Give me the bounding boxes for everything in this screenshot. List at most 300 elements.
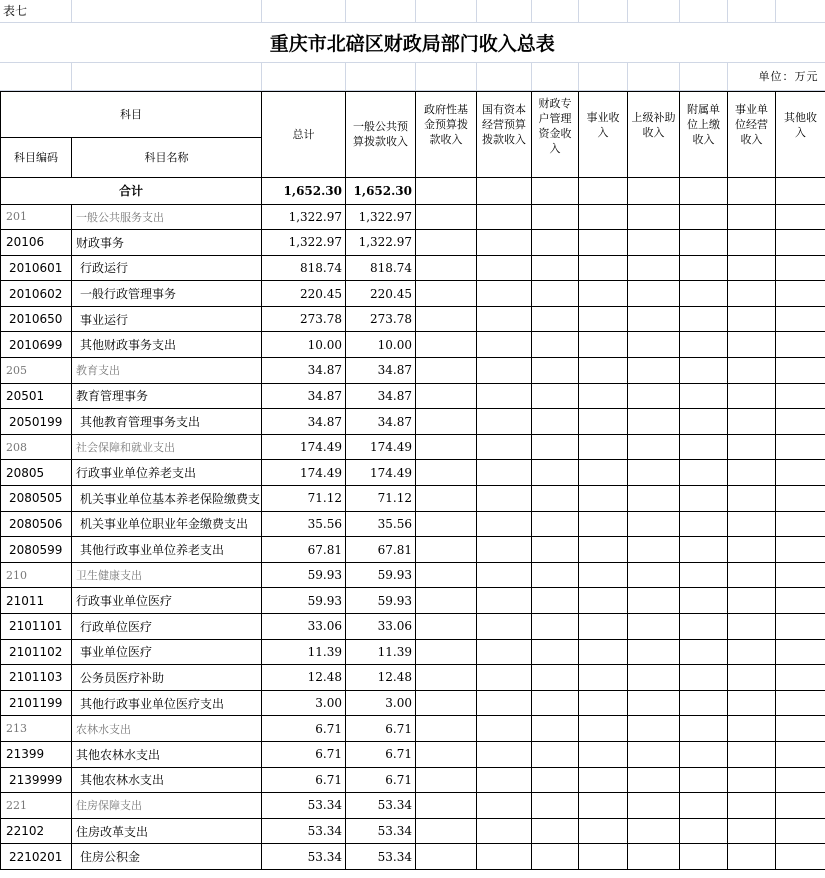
table-row: [1, 460, 825, 486]
empty-cell: [728, 537, 776, 563]
table-row: [1, 614, 825, 640]
subject-code-cell: 2010601: [1, 255, 72, 281]
total-cell: 59.93: [262, 562, 346, 588]
empty-cell: [680, 332, 728, 358]
total-cell: 34.87: [262, 409, 346, 435]
subject-code-cell: 2101103: [1, 665, 72, 691]
empty-cell: [680, 204, 728, 230]
table-row: [1, 306, 825, 332]
general-budget-cell: 273.78: [346, 306, 416, 332]
header-general-budget: 一般公共预算拨款收入: [346, 91, 416, 177]
empty-cell: [680, 793, 728, 819]
empty-cell: [532, 793, 579, 819]
empty-cell: [416, 511, 477, 537]
total-cell: 6.71: [262, 767, 346, 793]
subject-name-cell: 事业单位医疗: [72, 639, 262, 665]
total-row: [1, 177, 825, 204]
table-row: [1, 588, 825, 614]
total-cell: 12.48: [262, 665, 346, 691]
general-budget-cell: 6.71: [346, 767, 416, 793]
sheet-label: 表七: [0, 0, 71, 22]
subject-code-cell: 2010699: [1, 332, 72, 358]
empty-cell: [776, 844, 825, 870]
total-cell: 1,322.97: [262, 204, 346, 230]
empty-cell: [416, 818, 477, 844]
table-row: [1, 434, 825, 460]
empty-cell: [579, 665, 628, 691]
subject-name-cell: 一般行政管理事务: [72, 281, 262, 307]
subject-name-cell: 住房公积金: [72, 844, 262, 870]
total-cell: 1,322.97: [262, 230, 346, 256]
total-cell: 220.45: [262, 281, 346, 307]
empty-cell: [628, 844, 680, 870]
empty-cell: [477, 844, 532, 870]
empty-cell: [776, 486, 825, 512]
empty-cell: [728, 690, 776, 716]
table-row: [1, 741, 825, 767]
empty-cell: [680, 588, 728, 614]
general-budget-cell: 67.81: [346, 537, 416, 563]
empty-cell: [416, 767, 477, 793]
empty-cell: [532, 204, 579, 230]
header-special-account: 财政专户管理资金收入: [532, 91, 579, 177]
empty-cell: [728, 562, 776, 588]
subject-code-cell: 20805: [1, 460, 72, 486]
empty-cell: [728, 383, 776, 409]
empty-cell: [532, 409, 579, 435]
empty-cell: [416, 716, 477, 742]
empty-cell: [532, 741, 579, 767]
subject-code-cell: 208: [1, 434, 72, 460]
general-budget-cell: 6.71: [346, 716, 416, 742]
subject-code-cell: 2101199: [1, 690, 72, 716]
general-budget-cell: 34.87: [346, 358, 416, 384]
subject-code-cell: 2101101: [1, 614, 72, 640]
empty-cell: [416, 383, 477, 409]
subject-name-cell: 行政事业单位养老支出: [72, 460, 262, 486]
empty-cell: [579, 537, 628, 563]
empty-cell: [579, 230, 628, 256]
empty-cell: [477, 741, 532, 767]
table-row: [1, 844, 825, 870]
empty-cell: [680, 716, 728, 742]
empty-cell: [416, 614, 477, 640]
empty-cell: [416, 332, 477, 358]
total-amount: 1,652.30: [262, 177, 346, 204]
empty-cell: [680, 511, 728, 537]
empty-cell: [477, 537, 532, 563]
empty-cell: [579, 614, 628, 640]
empty-cell: [416, 409, 477, 435]
total-cell: 10.00: [262, 332, 346, 358]
empty-cell: [728, 255, 776, 281]
empty-cell: [416, 486, 477, 512]
table-row: [1, 281, 825, 307]
empty-cell: [532, 562, 579, 588]
table-row: [1, 639, 825, 665]
empty-cell: [680, 255, 728, 281]
empty-cell: [728, 665, 776, 691]
empty-cell: [579, 255, 628, 281]
subject-code-cell: 205: [1, 358, 72, 384]
empty-cell: [728, 639, 776, 665]
subject-name-cell: 公务员医疗补助: [72, 665, 262, 691]
general-budget-cell: 220.45: [346, 281, 416, 307]
empty-cell: [680, 690, 728, 716]
empty-cell: [532, 281, 579, 307]
empty-cell: [776, 255, 825, 281]
empty-cell: [680, 434, 728, 460]
empty-cell: [416, 793, 477, 819]
empty-cell: [776, 818, 825, 844]
empty-cell: [477, 614, 532, 640]
empty-cell: [728, 306, 776, 332]
empty-cell: [628, 434, 680, 460]
subject-code-cell: 2010602: [1, 281, 72, 307]
total-general: 1,652.30: [346, 177, 416, 204]
empty-cell: [680, 614, 728, 640]
empty-cell: [532, 767, 579, 793]
empty-cell: [776, 665, 825, 691]
empty-cell: [728, 614, 776, 640]
empty-cell: [728, 793, 776, 819]
subject-name-cell: 教育管理事务: [72, 383, 262, 409]
empty-cell: [628, 639, 680, 665]
subject-name-cell: 其他财政事务支出: [72, 332, 262, 358]
general-budget-cell: 53.34: [346, 793, 416, 819]
page-title: 重庆市北碚区财政局部门收入总表: [0, 22, 825, 62]
empty-cell: [532, 306, 579, 332]
general-budget-cell: 174.49: [346, 434, 416, 460]
subject-code-cell: 2080505: [1, 486, 72, 512]
empty-cell: [728, 281, 776, 307]
empty-cell: [532, 486, 579, 512]
empty-cell: [728, 818, 776, 844]
empty-cell: [416, 306, 477, 332]
empty-cell: [776, 332, 825, 358]
empty-cell: [628, 614, 680, 640]
empty-cell: [579, 434, 628, 460]
empty-cell: [477, 383, 532, 409]
subject-name-cell: 其他农林水支出: [72, 741, 262, 767]
total-cell: 53.34: [262, 793, 346, 819]
budget-table: [0, 0, 825, 91]
subject-name-cell: 行政事业单位医疗: [72, 588, 262, 614]
general-budget-cell: 33.06: [346, 614, 416, 640]
empty-cell: [728, 767, 776, 793]
empty-cell: [532, 383, 579, 409]
empty-cell: [416, 639, 477, 665]
general-budget-cell: 59.93: [346, 562, 416, 588]
empty-cell: [680, 230, 728, 256]
subject-code-cell: 20501: [1, 383, 72, 409]
empty-cell: [628, 537, 680, 563]
empty-cell: [776, 639, 825, 665]
table-row: [1, 537, 825, 563]
subject-code-cell: 221: [1, 793, 72, 819]
empty-cell: [628, 332, 680, 358]
empty-cell: [477, 511, 532, 537]
subject-code-cell: 2050199: [1, 409, 72, 435]
empty-cell: [532, 332, 579, 358]
empty-cell: [728, 511, 776, 537]
empty-cell: [416, 588, 477, 614]
total-cell: 6.71: [262, 741, 346, 767]
header-other-income: 其他收入: [776, 91, 825, 177]
header-row-1: [1, 91, 825, 137]
empty-cell: [579, 409, 628, 435]
subject-code-cell: 2080506: [1, 511, 72, 537]
empty-cell: [628, 511, 680, 537]
empty-cell: [532, 460, 579, 486]
empty-cell: [532, 818, 579, 844]
general-budget-cell: 53.34: [346, 844, 416, 870]
total-cell: 273.78: [262, 306, 346, 332]
empty-cell: [477, 793, 532, 819]
table-row: [1, 818, 825, 844]
subject-code-cell: 2139999: [1, 767, 72, 793]
empty-cell: [628, 230, 680, 256]
header-superior-subsidy: 上级补助收入: [628, 91, 680, 177]
empty-cell: [416, 741, 477, 767]
empty-cell: [776, 383, 825, 409]
subject-code-cell: 2080599: [1, 537, 72, 563]
empty-cell: [579, 511, 628, 537]
table-row: [1, 690, 825, 716]
empty-cell: [628, 562, 680, 588]
empty-cell: [579, 486, 628, 512]
empty-cell: [628, 818, 680, 844]
empty-cell: [416, 255, 477, 281]
header-affiliated-units: 附属单位上缴收入: [680, 91, 728, 177]
subject-name-cell: 其他农林水支出: [72, 767, 262, 793]
empty-cell: [579, 460, 628, 486]
general-budget-cell: 3.00: [346, 690, 416, 716]
subject-code-cell: 21011: [1, 588, 72, 614]
empty-cell: [776, 306, 825, 332]
empty-cell: [728, 409, 776, 435]
empty-cell: [728, 204, 776, 230]
empty-cell: [776, 204, 825, 230]
header-business-income: 事业收入: [579, 91, 628, 177]
total-label: 合计: [1, 177, 262, 204]
empty-cell: [776, 460, 825, 486]
general-budget-cell: 53.34: [346, 818, 416, 844]
empty-cell: [532, 511, 579, 537]
subject-name-cell: 机关事业单位职业年金缴费支出: [72, 511, 262, 537]
empty-cell: [628, 306, 680, 332]
total-cell: 34.87: [262, 383, 346, 409]
general-budget-cell: 818.74: [346, 255, 416, 281]
subject-name-cell: 教育支出: [72, 358, 262, 384]
empty-cell: [680, 306, 728, 332]
sheet-label-row: [0, 0, 825, 22]
subject-name-cell: 机关事业单位基本养老保险缴费支: [72, 486, 262, 512]
empty-cell: [628, 409, 680, 435]
empty-cell: [532, 434, 579, 460]
empty-cell: [776, 562, 825, 588]
empty-cell: [680, 844, 728, 870]
empty-cell: [680, 818, 728, 844]
empty-cell: [628, 255, 680, 281]
empty-cell: [628, 486, 680, 512]
empty-cell: [477, 409, 532, 435]
general-budget-cell: 1,322.97: [346, 230, 416, 256]
empty-cell: [477, 588, 532, 614]
empty-cell: [579, 562, 628, 588]
empty-cell: [477, 486, 532, 512]
table-row: [1, 358, 825, 384]
empty-cell: [532, 665, 579, 691]
empty-cell: [579, 818, 628, 844]
subject-name-cell: 住房改革支出: [72, 818, 262, 844]
empty-cell: [579, 690, 628, 716]
empty-cell: [628, 665, 680, 691]
empty-cell: [579, 767, 628, 793]
empty-cell: [628, 358, 680, 384]
header-state-capital: 国有资本经营预算拨款收入: [477, 91, 532, 177]
total-cell: 3.00: [262, 690, 346, 716]
empty-cell: [776, 537, 825, 563]
empty-cell: [532, 537, 579, 563]
empty-cell: [776, 716, 825, 742]
title-row: [0, 22, 825, 62]
header-subject-name: 科目名称: [72, 137, 262, 177]
empty-cell: [532, 639, 579, 665]
total-cell: 174.49: [262, 434, 346, 460]
empty-cell: [680, 741, 728, 767]
subject-name-cell: 住房保障支出: [72, 793, 262, 819]
subject-name-cell: 其他行政事业单位养老支出: [72, 537, 262, 563]
empty-cell: [477, 665, 532, 691]
subject-code-cell: 2101102: [1, 639, 72, 665]
table-row: [1, 255, 825, 281]
empty-cell: [680, 639, 728, 665]
empty-cell: [477, 690, 532, 716]
main-table: [0, 91, 825, 870]
empty-cell: [532, 358, 579, 384]
table-row: [1, 486, 825, 512]
subject-name-cell: 一般公共服务支出: [72, 204, 262, 230]
table-row: [1, 793, 825, 819]
general-budget-cell: 6.71: [346, 741, 416, 767]
subject-code-cell: 201: [1, 204, 72, 230]
empty-cell: [728, 588, 776, 614]
empty-cell: [680, 281, 728, 307]
general-budget-cell: 12.48: [346, 665, 416, 691]
empty-cell: [776, 230, 825, 256]
empty-cell: [628, 741, 680, 767]
empty-cell: [680, 537, 728, 563]
empty-cell: [416, 230, 477, 256]
empty-cell: [628, 281, 680, 307]
empty-cell: [477, 230, 532, 256]
empty-cell: [416, 844, 477, 870]
empty-cell: [477, 434, 532, 460]
empty-cell: [477, 255, 532, 281]
empty-cell: [628, 460, 680, 486]
empty-cell: [477, 306, 532, 332]
general-budget-cell: 71.12: [346, 486, 416, 512]
empty-cell: [579, 204, 628, 230]
total-cell: 71.12: [262, 486, 346, 512]
general-budget-cell: 1,322.97: [346, 204, 416, 230]
general-budget-cell: 35.56: [346, 511, 416, 537]
table-body: [1, 177, 825, 869]
header-operating-income: 事业单位经营收入: [728, 91, 776, 177]
empty-cell: [579, 281, 628, 307]
empty-cell: [628, 690, 680, 716]
subject-name-cell: 其他教育管理事务支出: [72, 409, 262, 435]
subject-name-cell: 行政运行: [72, 255, 262, 281]
empty-cell: [579, 358, 628, 384]
empty-cell: [628, 793, 680, 819]
empty-cell: [680, 486, 728, 512]
subject-name-cell: 事业运行: [72, 306, 262, 332]
empty-cell: [477, 767, 532, 793]
empty-cell: [532, 230, 579, 256]
total-cell: 59.93: [262, 588, 346, 614]
general-budget-cell: 59.93: [346, 588, 416, 614]
empty-cell: [776, 409, 825, 435]
empty-cell: [628, 383, 680, 409]
empty-cell: [416, 281, 477, 307]
total-cell: 53.34: [262, 818, 346, 844]
empty-cell: [579, 306, 628, 332]
table-row: [1, 716, 825, 742]
empty-cell: [628, 767, 680, 793]
empty-cell: [776, 281, 825, 307]
total-cell: 818.74: [262, 255, 346, 281]
empty-cell: [728, 486, 776, 512]
subject-code-cell: 22102: [1, 818, 72, 844]
empty-cell: [728, 716, 776, 742]
empty-cell: [579, 741, 628, 767]
empty-cell: [477, 358, 532, 384]
empty-cell: [776, 793, 825, 819]
empty-cell: [728, 741, 776, 767]
empty-cell: [532, 844, 579, 870]
empty-cell: [680, 358, 728, 384]
subject-name-cell: 行政单位医疗: [72, 614, 262, 640]
empty-cell: [416, 204, 477, 230]
subject-name-cell: 财政事务: [72, 230, 262, 256]
empty-cell: [477, 281, 532, 307]
total-cell: 35.56: [262, 511, 346, 537]
subject-code-cell: 20106: [1, 230, 72, 256]
general-budget-cell: 174.49: [346, 460, 416, 486]
subject-name-cell: 社会保障和就业支出: [72, 434, 262, 460]
subject-name-cell: 其他行政事业单位医疗支出: [72, 690, 262, 716]
table-row: [1, 230, 825, 256]
empty-cell: [628, 588, 680, 614]
empty-cell: [416, 460, 477, 486]
header-fund-budget: 政府性基金预算拨款收入: [416, 91, 477, 177]
general-budget-cell: 34.87: [346, 409, 416, 435]
table-row: [1, 562, 825, 588]
empty-cell: [477, 562, 532, 588]
empty-cell: [477, 204, 532, 230]
table-row: [1, 409, 825, 435]
empty-cell: [416, 537, 477, 563]
table-row: [1, 332, 825, 358]
total-cell: 33.06: [262, 614, 346, 640]
empty-cell: [680, 767, 728, 793]
empty-cell: [728, 358, 776, 384]
subject-code-cell: 2210201: [1, 844, 72, 870]
empty-cell: [680, 562, 728, 588]
empty-cell: [579, 588, 628, 614]
